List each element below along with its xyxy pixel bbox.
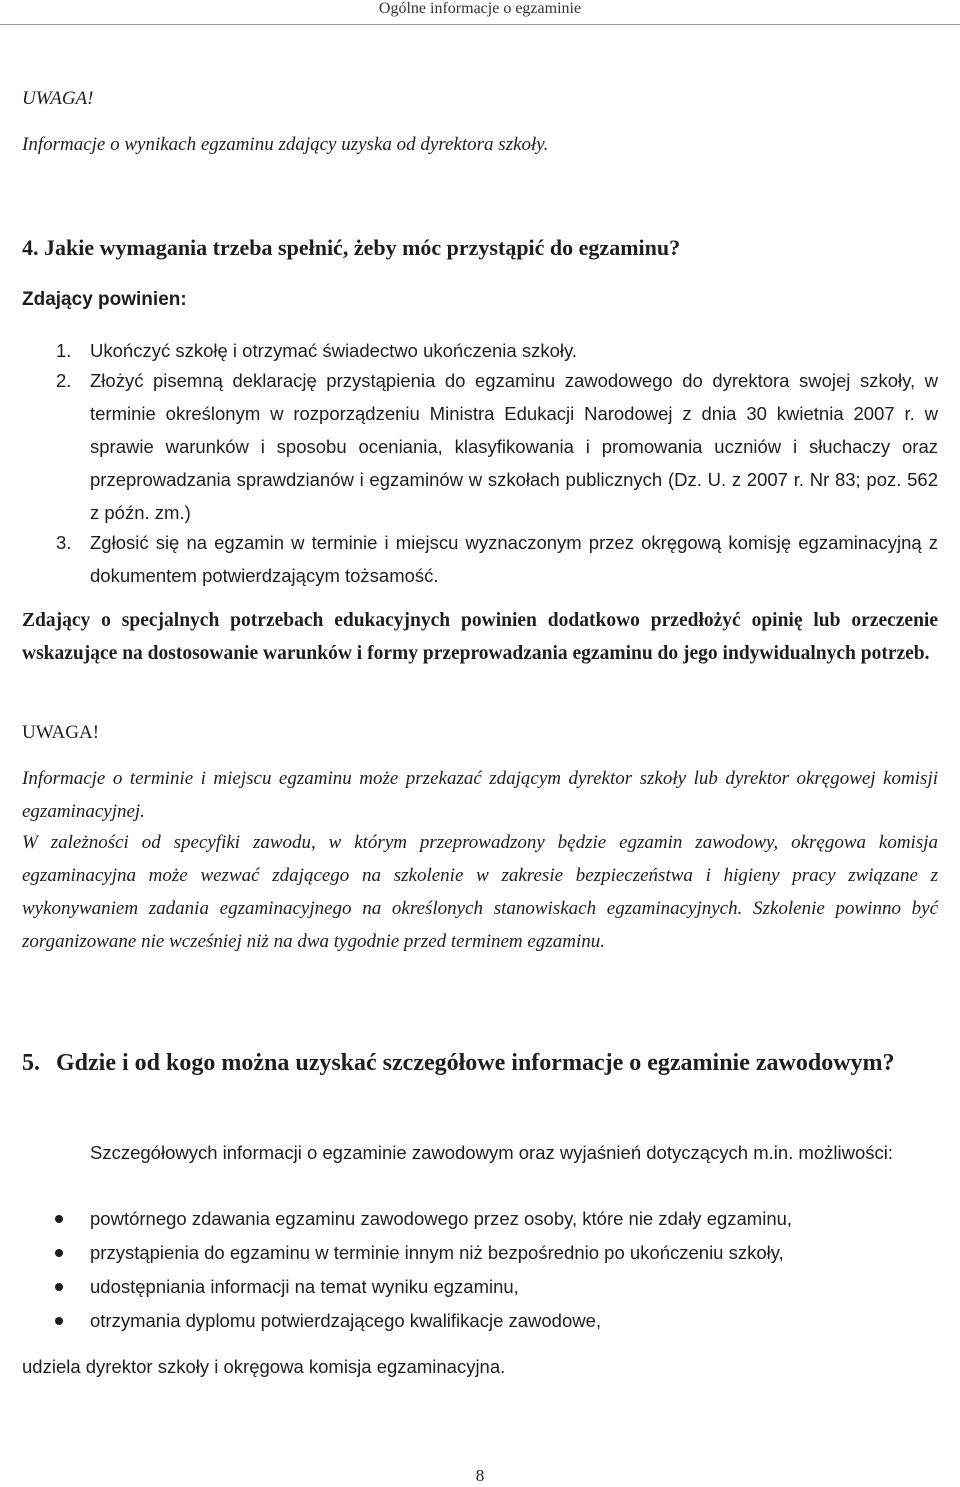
special-needs-paragraph: Zdający o specjalnych potrzebach edukacyjnych powinien dodatkowo przedłożyć opinię lub orzeczenie wskazujące na dostosowanie warunków i formy przeprowadzania egzaminu do jego indywidualnych potrzeb. [22, 610, 938, 664]
notice-label: UWAGA! [22, 88, 94, 109]
list-item-text: Ukończyć szkołę i otrzymać świadectwo ukończenia szkoły. [90, 340, 577, 361]
notice-label: UWAGA! [22, 722, 100, 743]
section-5-intro: Szczegółowych informacji o egzaminie zawodowym oraz wyjaśnień dotyczących m.in. możliwości: [90, 1142, 893, 1163]
bullet-icon [55, 1317, 63, 1325]
list-item-text: Zgłosić się na egzamin w terminie i miejscu wyznaczonym przez okręgową komisję egzaminacyjną z dokumentem potwierdzającym tożsamość. [90, 532, 938, 586]
section-number: 5. [22, 1050, 40, 1076]
bullet-list [22, 1202, 938, 1338]
list-item-number: 2. [56, 370, 72, 391]
list-item-text: Złożyć pisemną deklarację przystąpienia do egzaminu zawodowego do dyrektora swojej szkoły, w terminie określonym w rozporządzeniu Ministra Edukacji Narodowej z dnia 30 kwietnia 2007 r. w sprawie warunków i sposobu oceniania, klasyfikowania i promowania uczniów i słuchaczy oraz przeprowadzania sprawdzianów i egzaminów w szkołach publicznych (Dz. U. z 2007 r. Nr 83; poz. 562 z późn. zm.) [90, 370, 938, 523]
notice-text: Informacje o wynikach egzaminu zdający uzyska od dyrektora szkoły. [22, 134, 549, 155]
list-item-3 [56, 526, 938, 592]
bullet-icon [55, 1249, 63, 1257]
page-number: 8 [475, 1466, 485, 1485]
list-item-2 [56, 364, 938, 529]
list-item-number: 3. [56, 532, 72, 553]
bullet-icon [55, 1283, 63, 1291]
notice-paragraph-1: Informacje o terminie i miejscu egzaminu może przekazać zdającym dyrektor szkoły lub dyrektor okręgowej komisji egzaminacyjnej. [22, 768, 938, 822]
list-item-1 [56, 334, 938, 367]
list-item-number: 1. [56, 340, 72, 361]
notice-paragraph-2: W zależności od specyfiki zawodu, w którym przeprowadzony będzie egzamin zawodowy, okręgowa komisja egzaminacyjna może wezwać zdającego na szkolenie w zakresie bezpieczeństwa i higieny pracy związane z wykonywaniem zadania egzaminacyjnego na określonych stanowiskach egzaminacyjnych. Szkolenie powinno być zorganizowane nie wcześniej niż na dwa tygodnie przed terminem egzaminu. [22, 832, 938, 952]
section-title: Gdzie i od kogo można uzyskać szczegółowe informacje o egzaminie zawodowym? [56, 1050, 895, 1076]
bullet-icon [55, 1215, 63, 1223]
section-5-heading [22, 1044, 938, 1082]
list-item: przystąpienia do egzaminu w terminie innym niż bezpośrednio po ukończeniu szkoły, [22, 1236, 938, 1270]
list-item: otrzymania dyplomu potwierdzającego kwalifikacje zawodowe, [22, 1304, 938, 1338]
section-4-heading: 4. Jakie wymagania trzeba spełnić, żeby móc przystąpić do egzaminu? [22, 235, 681, 260]
running-header: Ogólne informacje o egzaminie [378, 0, 582, 17]
section-4-intro: Zdający powinien: [22, 289, 187, 310]
list-item: udostępniania informacji na temat wyniku egzaminu, [22, 1270, 938, 1304]
list-item: powtórnego zdawania egzaminu zawodowego przez osoby, które nie zdały egzaminu, [22, 1202, 938, 1236]
section-5-outro: udziela dyrektor szkoły i okręgowa komisja egzaminacyjna. [22, 1356, 506, 1377]
header-divider [0, 24, 960, 25]
